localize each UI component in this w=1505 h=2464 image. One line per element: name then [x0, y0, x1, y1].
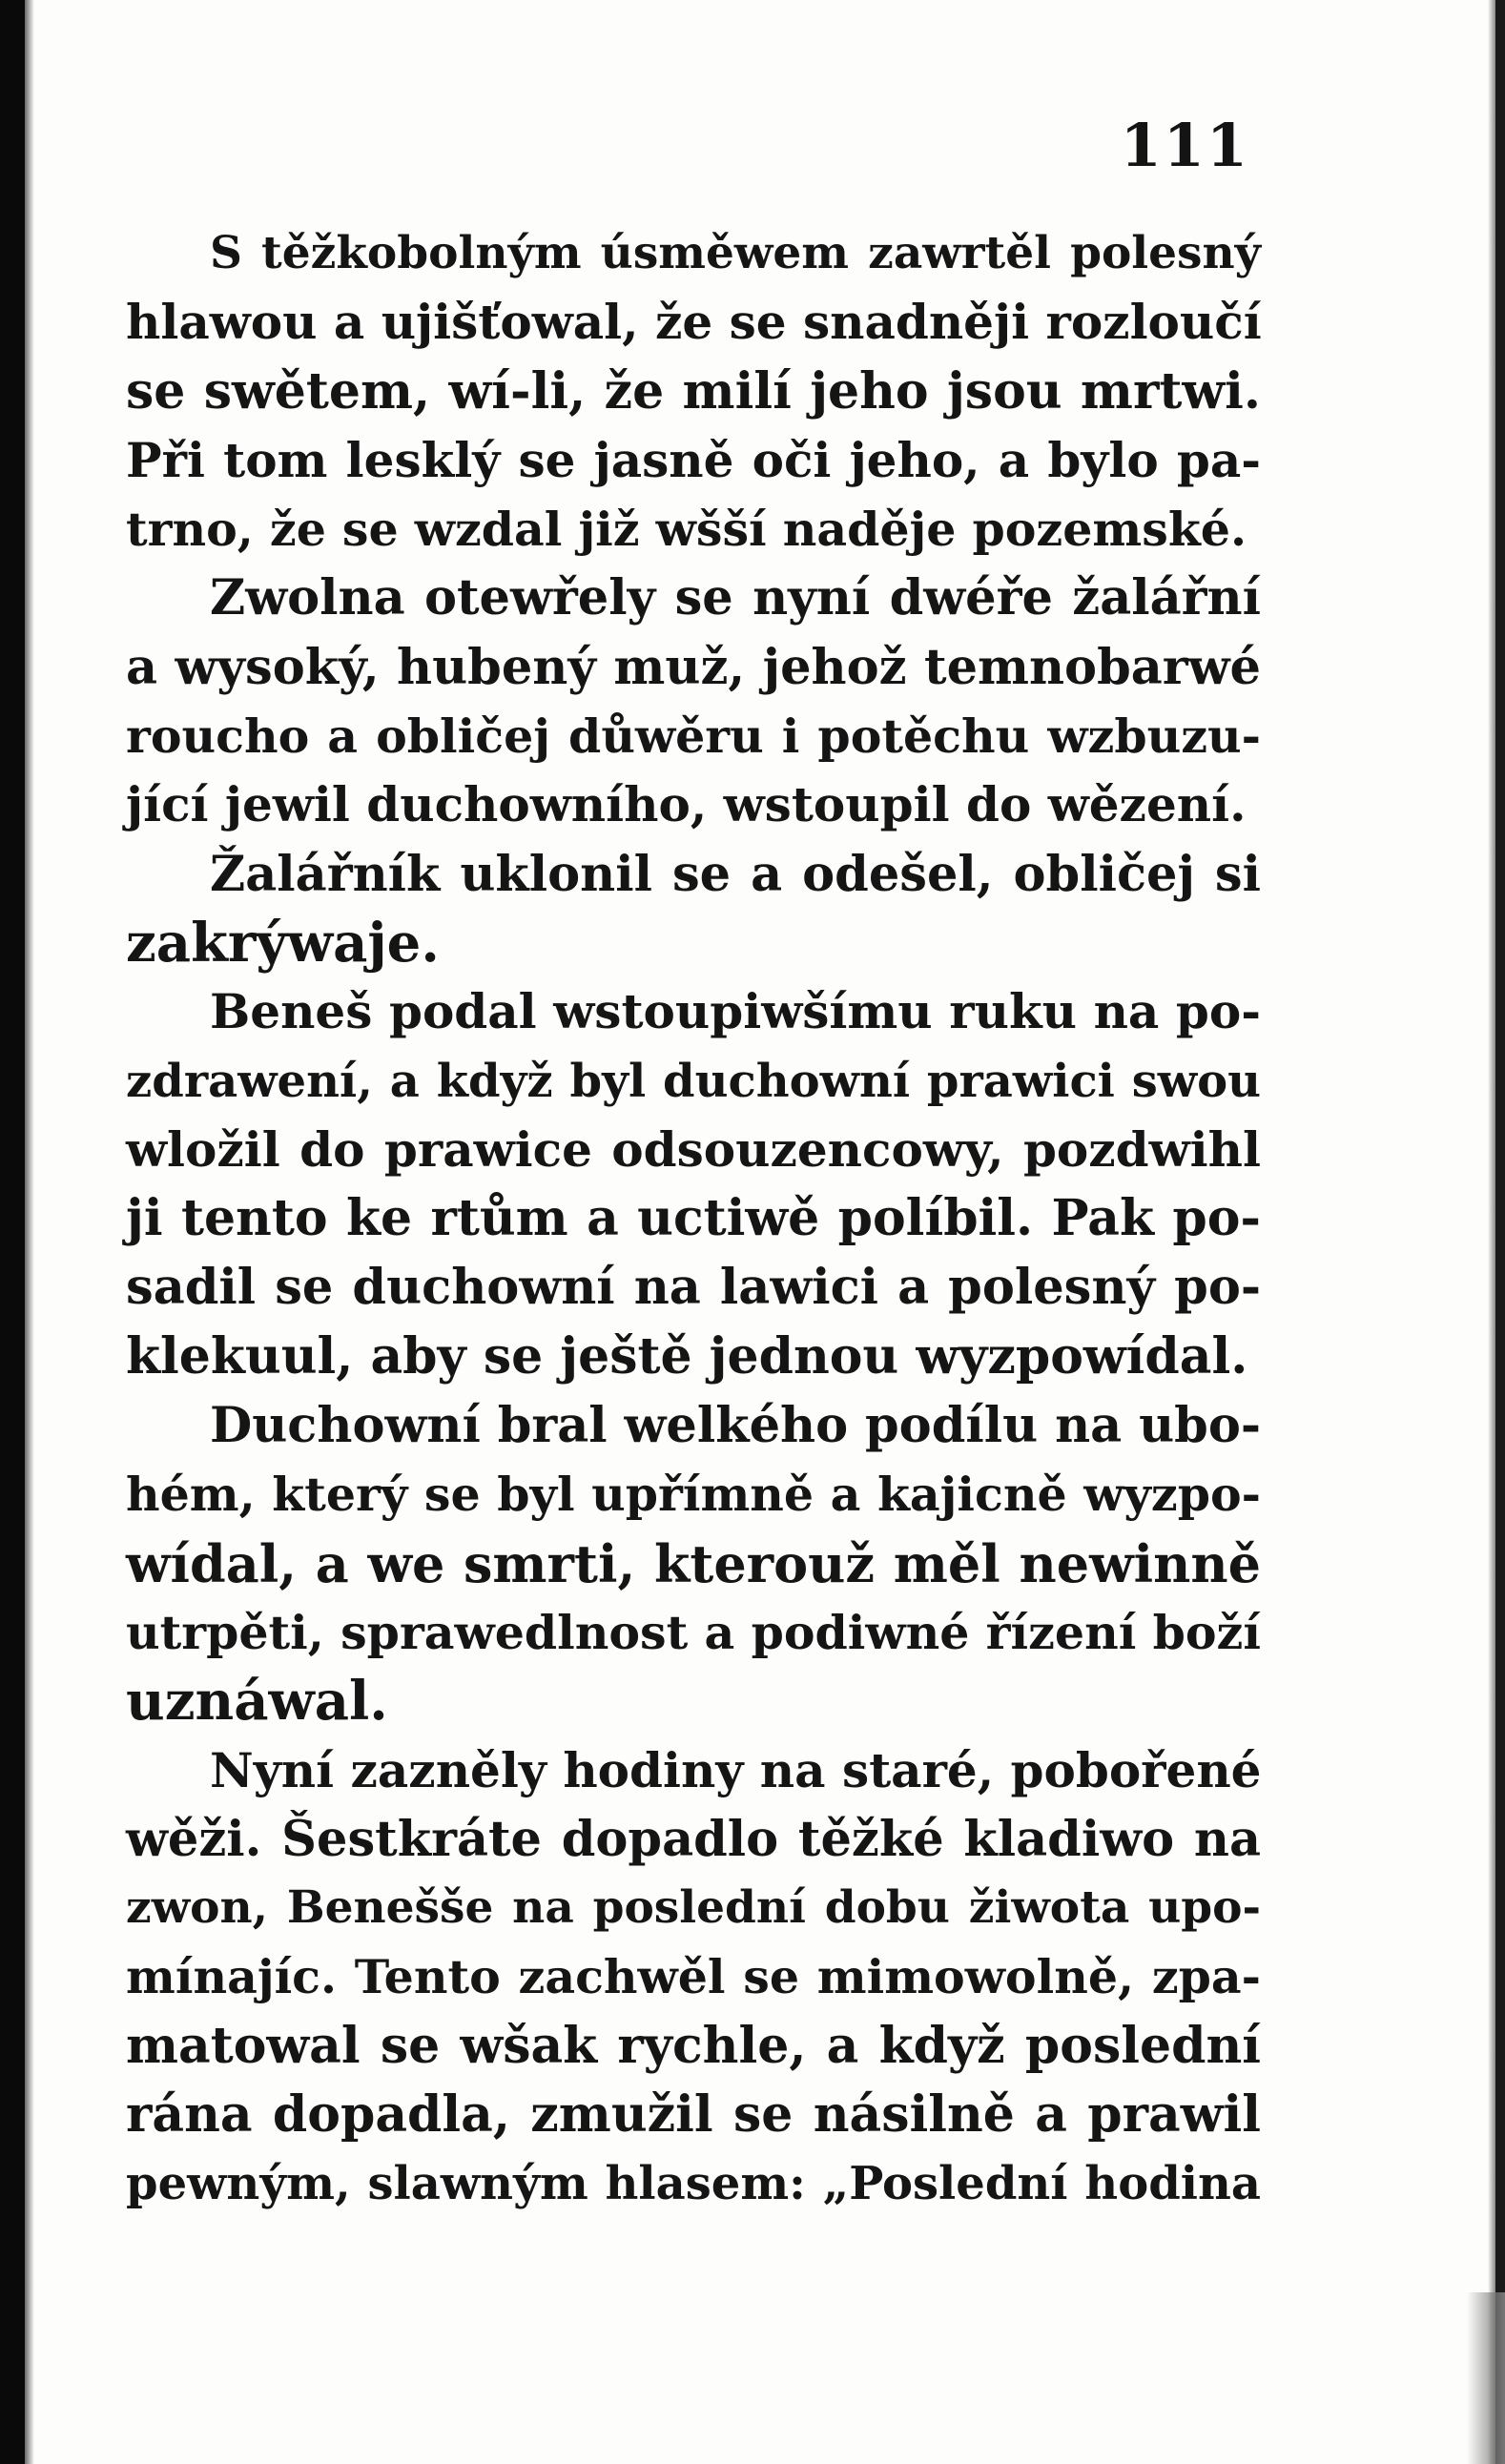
text-line: klekuul, aby se ještě jednou wyzpowídal.: [126, 1326, 1248, 1386]
text-line: mínajíc. Tento zachwěl se mimowolně, zpa-: [126, 1949, 1261, 2005]
text-line: jící jewil duchowního, wstoupil do wězení.: [126, 776, 1247, 833]
scan-left-edge-fade: [25, 0, 34, 2464]
text-line: sadil se duchowní na lawici a polesný po-: [126, 1259, 1261, 1317]
body-text: [126, 219, 1261, 2219]
text-line: a wysoký, hubený muž, jehož temnobarwé: [126, 638, 1261, 696]
text-line: S těžkobolným úsměwem zawrtěl polesný: [210, 227, 1261, 279]
text-line: uznáwal.: [126, 1670, 388, 1734]
text-line: Při tom lesklý se jasně oči jeho, a bylo pa-: [126, 431, 1261, 488]
text-line: se swětem, wí-li, že milí jeho jsou mrtwi.: [126, 361, 1261, 421]
text-line: trno, že se wzdal již wšší naděje pozemské.: [126, 502, 1247, 558]
scan-corner-shadow: [1467, 2292, 1505, 2464]
text-line: matowal se wšak rychle, a když poslední: [126, 2016, 1261, 2075]
text-line: Beneš podal wstoupiwšímu ruku na po-: [210, 983, 1261, 1040]
text-line: pewným, slawným hlasem: „Poslední hodina: [126, 2157, 1261, 2211]
text-line: hlawou a ujišťowal, že se snadněji rozloučí: [126, 294, 1262, 351]
text-line: Nyní zazněly hodiny na staré, pobořené: [210, 1741, 1262, 1798]
text-line: zakrýwaje.: [126, 911, 440, 975]
text-line: utrpěti, sprawedlnost a podiwné řízení boží: [126, 1604, 1261, 1660]
scan-left-edge-shadow: [0, 0, 25, 2464]
page-number: 111: [1120, 111, 1249, 180]
text-line: ji tento ke rtům a uctiwě políbil. Pak po-: [126, 1189, 1261, 1248]
text-line: wložil do prawice odsouzencowy, pozdwihl: [126, 1120, 1261, 1178]
text-line: hém, který se byl upřímně a kajicně wyzpo-: [126, 1467, 1261, 1523]
text-line: zdrawení, a když byl duchowní prawici swou: [126, 1054, 1261, 1108]
text-line: Duchowní bral welkého podílu na ubo-: [210, 1397, 1261, 1455]
text-line: wídal, a we smrti, kterouž měl newinně: [126, 1532, 1261, 1594]
scan-right-edge-shadow: [1495, 0, 1505, 2464]
text-line: roucho a obličej důwěru i potěchu wzbuzu-: [126, 708, 1261, 765]
text-line: zwon, Benešše na poslední dobu žiwota upo-: [126, 1881, 1261, 1935]
text-line: rána dopadla, zmužil se násilně a prawil: [126, 2085, 1261, 2145]
scan-right-edge-fade: [1488, 0, 1495, 2464]
text-line: Zwolna otewřely se nyní dwéře žalářní: [210, 569, 1261, 627]
text-line: wěži. Šestkráte dopadlo těžké kladiwo na: [126, 1810, 1261, 1868]
text-line: Žalářník uklonil se a odešel, obličej si: [210, 845, 1261, 903]
